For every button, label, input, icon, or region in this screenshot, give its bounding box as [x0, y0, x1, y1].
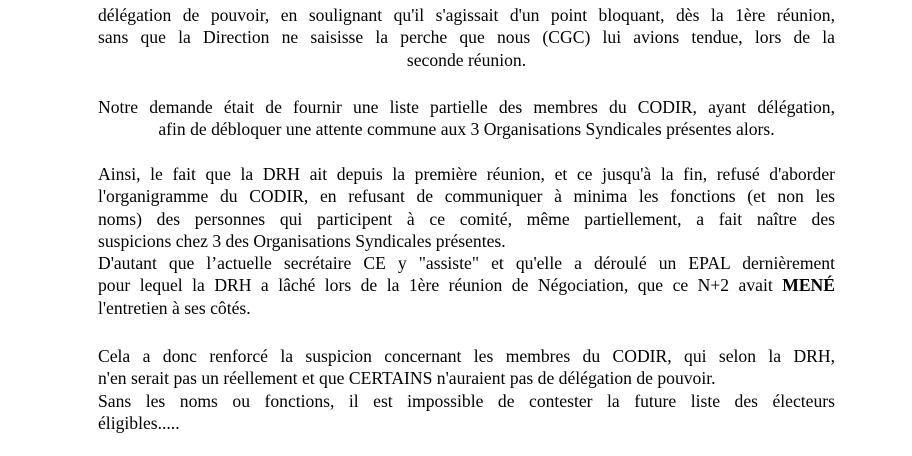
- text-line: l'entretien à ses côtés.: [98, 297, 251, 318]
- text-fragment: pour lequel la DRH a lâché lors de la 1ère réunion de Négociation, que ce N+2 avait: [98, 275, 783, 296]
- text-line: Sans les noms ou fonctions, il est impossible de contester la future liste des électeurs: [98, 390, 835, 411]
- paragraph-conclusion: [98, 345, 835, 434]
- paragraph-delegation: [98, 4, 835, 71]
- text-line: seconde réunion.: [406, 49, 527, 70]
- text-line: Ainsi, le fait que la DRH ait depuis la première réunion, et ce jusqu'à la fin, refusé d'aborder: [98, 164, 835, 184]
- text-line: délégation de pouvoir, en soulignant qu'il s'agissait d'un point bloquant, dès la 1ère réunion,: [98, 5, 835, 25]
- emphasis-text: MENÉ: [782, 275, 835, 296]
- paragraph-request: [98, 96, 835, 141]
- text-line: n'en serait pas un réellement et que CERTAINS n'auraient pas de délégation de pouvoir.: [98, 368, 716, 389]
- text-line-with-emphasis: [98, 274, 835, 296]
- text-line: éligibles.....: [98, 412, 180, 433]
- text-line: suspicions chez 3 des Organisations Syndicales présentes.: [98, 230, 506, 251]
- text-line: sans que la Direction ne saisisse la perche que nous (CGC) lui avions tendue, lors de la: [98, 27, 835, 48]
- text-line: Notre demande était de fournir une liste partielle des membres du CODIR, ayant délégation,: [98, 97, 835, 117]
- paragraph-suspicions: [98, 163, 835, 319]
- text-line: Cela a donc renforcé la suspicion concernant les membres du CODIR, qui selon la DRH,: [98, 346, 835, 366]
- text-line: D'autant que l’actuelle secrétaire CE y "assiste" et qu'elle a déroulé un EPAL dernièrement: [98, 253, 835, 274]
- text-line: noms) des personnes qui participent à ce comité, même partiellement, a fait naître des: [98, 208, 835, 229]
- text-line: afin de débloquer une attente commune aux 3 Organisations Syndicales présentes alors.: [158, 119, 775, 140]
- text-line: l'organigramme du CODIR, en refusant de communiquer à minima les fonctions (et non les: [98, 186, 835, 207]
